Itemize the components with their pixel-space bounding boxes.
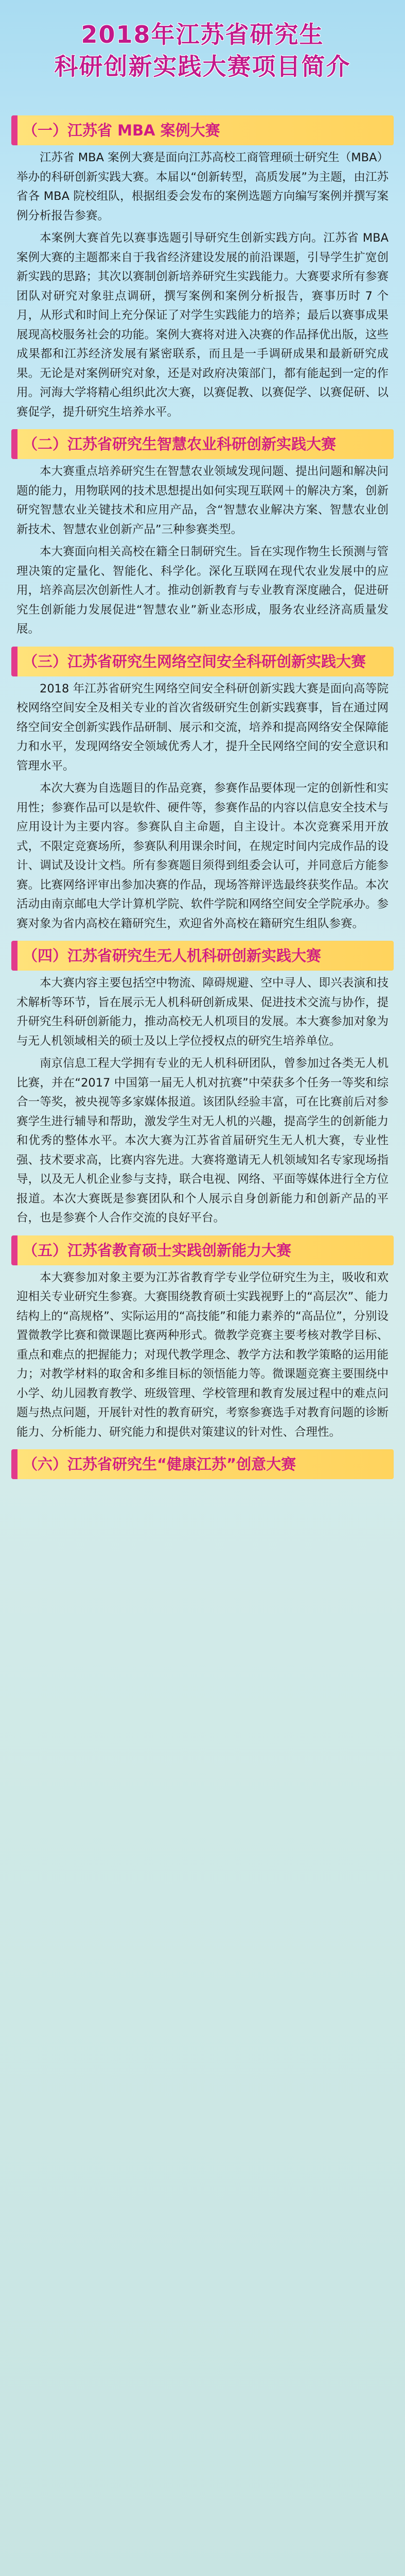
page-title-line-1: 2018年江苏省研究生 [81,21,324,48]
section-paragraph: 南京信息工程大学拥有专业的无人机科研团队，曾参加过各类无人机比赛，并在“2017 中国第一届无人机对抗赛”中荣获多个任务一等奖和综合一等奖，被央视等多家媒体报道。该团队经验丰富，可在比赛前后对参赛学生进行辅导和帮助，激发学生对无人机的兴趣，提高学生的创新能力和优秀的整体水平。本次大赛为江苏省首届研究生无人机大赛，专业性强、技术要求高，比赛内容先进。大赛将邀请无人机领域知名专家现场指导，以及无人机企业参与支持，联合电视、网络、平面等媒体进行全方位报道。本次大赛既是参赛团队和个人展示自身创新能力和创新产品的平台，也是参赛个人合作交流的良好平台。 [16,1057,389,1225]
section-paragraph: 本大赛参加对象主要为江苏省教育学专业学位研究生为主，吸收和欢迎相关专业研究生参赛。大赛围绕教育硕士实践视野上的“高层次”、能力结构上的“高规格”、实际运用的“高技能”和能力素养的“高品位”，分别设置微教学比赛和微课题比赛两种形式。微教学竞赛主要考核对教学目标、重点和难点的把握能力；对现代教学理念、教学方法和教学策略的运用能力；对教学材料的取舍和多维目标的领悟能力等。微课题竞赛主要围绕中小学、幼儿园教育教学、班级管理、学校管理和教育发展过程中的难点问题与热点问题，开展针对性的教育研究，考察参赛选手对教育问题的诊断能力、分析能力、研究能力和提供对策建议的针对性、合理性。 [16,1270,389,1439]
section-heading: （四）江苏省研究生无人机科研创新实践大赛 [23,947,322,964]
section-heading: （二）江苏省研究生智慧农业科研创新实践大赛 [23,435,337,453]
section-heading-bar [11,429,394,459]
section-heading: （五）江苏省教育硕士实践创新能力大赛 [23,1241,292,1259]
content [11,108,394,1479]
section-heading-bar [11,1449,394,1479]
section-heading-bar [11,1235,394,1265]
section-paragraph: 本大赛重点培养研究生在智慧农业领域发现问题、提出问题和解决问题的能力，用物联网的技术思想提出如何实现互联网＋的解决方案，创新研究智慧农业关键技术和应用产品，含“智慧农业解决方案、智慧农业创新技术、智慧农业创新产品”三种参赛类型。 [16,465,389,536]
section-cyberspace-security [11,647,394,934]
section-healthy-jiangsu [11,1449,394,1479]
page-title [0,19,405,82]
section-heading: （三）江苏省研究生网络空间安全科研创新实践大赛 [23,652,366,670]
section-paragraph: 江苏省 MBA 案例大赛是面向江苏高校工商管理硕士研究生（MBA）举办的科研创新实践大赛。本届以“创新转型，高质发展”为主题，由江苏省各 MBA 院校组队，根据组委会发布的案例选题方向编写案例并撰写案例分析报告参赛。 [16,151,389,223]
page-title-line-2: 科研创新实践大赛项目简介 [54,53,351,80]
section-paragraph: 2018 年江苏省研究生网络空间安全科研创新实践大赛是面向高等院校网络空间安全及相关专业的首次省级研究生创新实践赛事，旨在通过网络空间安全创新实践作品研制、展示和交流，培养和提高网络安全保障能力和水平，发现网络安全领域优秀人才，提升全民网络空间的安全意识和管理水平。 [16,682,389,773]
section-heading: （一）江苏省 MBA 案例大赛 [23,122,220,139]
section-paragraph: 本大赛面向相关高校在籍全日制研究生。旨在实现作物生长预测与管理决策的定量化、智能化、科学化。深化互联网在现代农业发展中的应用，培养高层次创新性人才。推动创新教育与专业教育深度融合，促进研究生创新能力发展促进“智慧农业”新业态形成，服务农业经济高质量发展。 [16,545,389,636]
section-education-master [11,1235,394,1443]
section-mba-case [11,115,394,422]
section-heading-bar [11,647,394,676]
section-paragraph: 本次大赛为自选题目的作品竞赛，参赛作品要体现一定的创新性和实用性；参赛作品可以是软件、硬件等，参赛作品的内容以信息安全技术与应用设计为主要内容。参赛队自主命题，自主设计。本次竞赛采用开放式，不限定竞赛场所，参赛队利用课余时间，在规定时间内完成作品的设计、调试及设计文档。所有参赛题目须得到组委会认可，并同意后方能参赛。比赛网络评审出参加决赛的作品，现场答辩评选最终获奖作品。本次活动由南京邮电大学计算机学院、软件学院和网络空间安全学院承办。参赛对象为省内高校在籍研究生，欢迎省外高校在籍研究生组队参赛。 [16,782,389,930]
section-smart-agriculture [11,429,394,639]
section-paragraph: 本大赛内容主要包括空中物流、障碍规避、空中寻人、即兴表演和技术解析等环节，旨在展示无人机科研创新成果、促进技术交流与协作，提升研究生科研创新能力，推动高校无人机项目的发展。本大赛参加对象为与无人机领域相关的硕士及以上学位授权点的研究生培养单位。 [16,976,389,1048]
section-heading-bar [11,115,394,145]
section-heading-bar [11,941,394,971]
section-heading: （六）江苏省研究生“健康江苏”创意大赛 [23,1455,296,1473]
section-paragraph: 本案例大赛首先以赛事选题引导研究生创新实践方向。江苏省 MBA 案例大赛的主题都来自于我省经济建设发展的前沿课题，引导学生扩宽创新实践的思路；其次以赛制创新培养研究生实践能力。大赛要求所有参赛团队对研究对象驻点调研，撰写案例和案例分析报告，赛事历时 7 个月，从形式和时间上充分保证了对学生实践能力的培养；最后以赛事成果展现高校服务社会的功能。案例大赛将对进入决赛的作品择优出版，这些成果都和江苏经济发展有紧密联系，而且是一手调研成果和最新研究成果。无论是对案例研究对象，还是对政府决策部门，都有能起到一定的作用。河海大学将精心组织此次大赛，以赛促教、以赛促学、以赛促研、以赛促学，提升研究生培养水平。 [16,231,389,419]
section-drone [11,941,394,1228]
